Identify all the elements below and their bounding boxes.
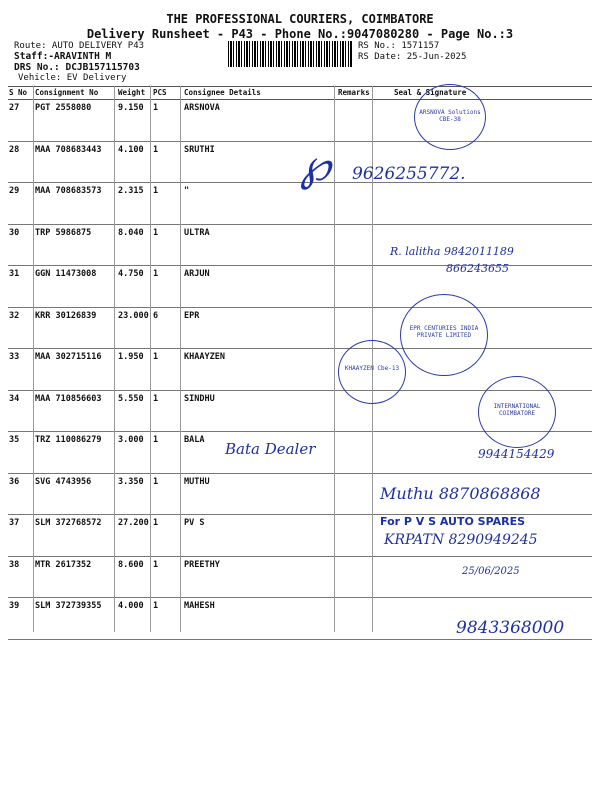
cell-cn: SLM 372768572 [35,518,102,528]
cell-wt: 3.350 [118,476,144,487]
cell-pcs: 1 [153,601,159,611]
cell-pcs: 1 [153,186,159,196]
col-pcs: PCS [153,88,167,97]
runsheet-subtitle: Delivery Runsheet - P43 - Phone No.:9047080280 - Page No.:3 [86,27,514,41]
cell-wt: 8.040 [118,227,144,238]
staff: Staff:-ARAVINTH M [14,51,112,62]
cell-cn: KRR 30126839 [35,310,97,321]
vehicle: Vehicle: EV Delivery [18,73,127,83]
cell-pcs: 1 [153,352,159,362]
khaayzen-stamp: KHAAYZEN Cbe-13 [338,340,406,404]
drs-number: DRS No.: DCJB157115703 [14,62,140,73]
cell-name: ULTRA [184,227,210,238]
col-weight: Weight [118,88,146,97]
cell-wt: 5.550 [118,393,144,404]
cell-sno: 31 [9,269,20,279]
bata-dealer-note: Bata Dealer [225,440,316,458]
cell-name: EPR [184,310,200,321]
cell-pcs: 1 [153,559,159,570]
cell-sno: 27 [9,103,20,113]
cell-cn: MAA 710856603 [35,393,102,404]
phone-handwriting: 9626255772. [352,164,466,184]
cell-sno: 33 [9,352,20,362]
cell-wt: 2.315 [118,186,144,196]
col-divider [180,86,181,632]
cell-name: MAHESH [184,601,215,611]
cell-cn: MAA 708683573 [35,186,102,196]
cell-name: BALA [184,435,205,445]
epr-stamp: EPR CENTURIES INDIA PRIVATE LIMITED [400,294,488,376]
cell-cn: MTR 2617352 [35,559,92,570]
col-sno: S No [9,88,28,97]
cell-sno: 30 [9,227,20,238]
signature-scribble: ℘ [300,140,331,191]
pvs-signature: KRPATN 8290949245 [384,532,538,548]
cell-wt: 4.750 [118,269,144,279]
company-title: THE PROFESSIONAL COURIERS, COIMBATORE [166,12,434,26]
col-divider [150,86,151,632]
cell-pcs: 1 [153,144,159,155]
cell-pcs: 6 [153,310,159,321]
col-consignment: Consignment No [35,88,99,97]
cell-wt: 4.100 [118,144,144,155]
pvs-stamp-text: For P V S AUTO SPARES [380,515,526,528]
cell-sno: 36 [9,476,20,487]
cell-pcs: 1 [153,103,159,113]
international-stamp: INTERNATIONAL COIMBATORE [478,376,556,448]
cell-wt: 23.000 [118,310,149,321]
preethy-date: 25/06/2025 [462,566,520,577]
cell-cn: TRZ 110086279 [35,435,102,445]
rs-number: RS No.: 1571157 [358,41,440,51]
cell-name: SRUTHI [184,144,215,155]
cell-cn: SLM 372739355 [35,601,102,611]
cell-sno: 38 [9,559,20,570]
cell-wt: 8.600 [118,559,144,570]
table-row [8,308,592,350]
cell-sno: 39 [9,601,20,611]
cell-wt: 1.950 [118,352,144,362]
cell-sno: 35 [9,435,20,445]
cell-wt: 4.000 [118,601,144,611]
mahesh-phone: 9843368000 [456,618,565,638]
cell-wt: 9.150 [118,103,144,113]
cell-cn: MAA 708683443 [35,144,102,155]
cell-cn: SVG 4743956 [35,476,92,487]
arsnova-stamp: ARSNOVA Solutions CBE-38 [414,84,486,150]
col-consignee: Consignee Details [184,88,261,97]
table-row [8,557,592,599]
cell-sno: 37 [9,518,20,528]
cell-name: " [184,186,190,196]
col-remarks: Remarks [338,88,370,97]
col-divider [33,86,34,632]
table-row [8,100,592,142]
cell-sno: 32 [9,310,20,321]
rs-date: RS Date: 25-Jun-2025 [358,52,467,62]
cell-name: MUTHU [184,476,210,487]
cell-wt: 27.200 [118,518,149,528]
cell-sno: 34 [9,393,20,404]
cell-name: PV S [184,518,205,528]
ultra-signature: R. lalitha 9842011189 [390,245,514,258]
muthu-signature: Muthu 8870868868 [380,484,541,503]
cell-name: ARJUN [184,269,210,279]
route: Route: AUTO DELIVERY P43 [14,41,145,51]
cell-name: SINDHU [184,393,215,404]
cell-sno: 28 [9,144,20,155]
cell-cn: TRP 5986875 [35,227,92,238]
col-seal: Seal & Signature [394,88,467,97]
table-header [8,86,592,100]
cell-pcs: 1 [153,518,159,528]
cell-pcs: 1 [153,476,159,487]
cell-pcs: 1 [153,269,159,279]
cell-sno: 29 [9,186,20,196]
cell-name: PREETHY [184,559,220,570]
cell-wt: 3.000 [118,435,144,445]
cell-pcs: 1 [153,435,159,445]
cell-pcs: 1 [153,393,159,404]
col-divider [114,86,115,632]
cell-name: ARSNOVA [184,103,220,113]
cell-cn: GGN 11473008 [35,269,97,279]
cell-cn: MAA 302715116 [35,352,102,362]
cell-cn: PGT 2558080 [35,103,92,113]
cell-name: KHAAYZEN [184,352,225,362]
ultra-phone: 866243655 [446,262,509,275]
cell-pcs: 1 [153,227,159,238]
col-divider [334,86,335,632]
barcode [228,41,352,67]
bala-phone: 9944154429 [478,447,555,461]
